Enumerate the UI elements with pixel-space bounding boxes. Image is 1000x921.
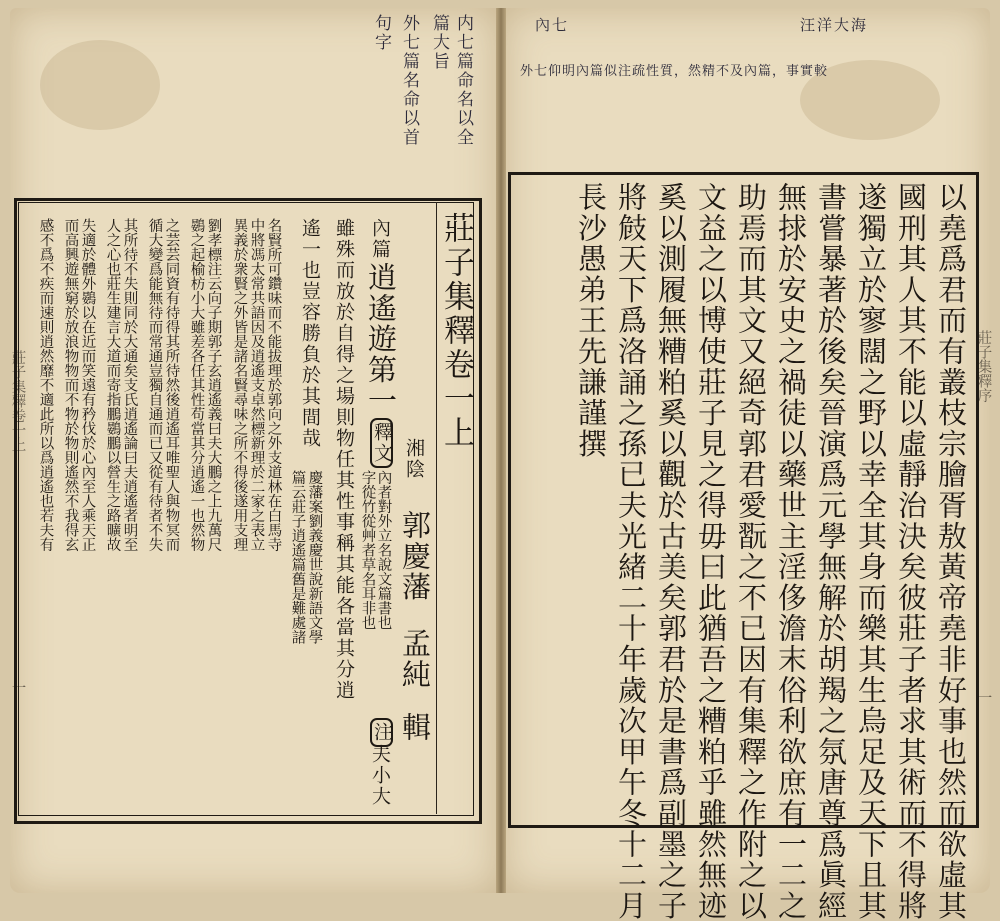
book-gutter [496,8,506,893]
handwritten-note: 内七篇命名以全 [453,14,473,147]
zhu-tag: 注 [370,718,393,747]
commentary-line: 人之心也莊生建言大道而寄指鵬鷃鵬以營生之路曠故 [104,218,121,552]
commentary-line: 其所待不失則同於大通矣支氏逍遙論曰夫逍遙者明至 [121,218,138,552]
handwritten-note: 篇大旨 [429,14,449,71]
page-number: 一 [9,680,26,695]
commentary-line: 而高興遊無窮於放浪物物而不物於物則遙然不我得玄 [62,218,79,552]
page-number: 一 [975,690,992,705]
shiwen-note: 內者對外立名說文篇書也 [375,470,392,630]
editor-name: 郭慶藩 [398,510,432,603]
handwritten-note: 外七篇名命以首 [399,14,419,147]
preface-line: 國刑其人其不能以虛靜治決矣彼莊子者求其術而不得將 [894,182,928,921]
handwritten-note: 外七仰明內篇似注疏性質，然精不及內篇，事實較 [520,64,829,79]
shiwen-note: 字從竹從艸者草名耳非也 [359,470,376,630]
chapter-title: 逍遙遊第一 [364,262,398,416]
commentary-line: 感不爲不疾而速則逍然靡不適此所以爲逍遙也若夫有 [37,218,54,552]
preface-line: 以堯爲君而有叢枝宗膾胥敖黃帝堯非好事也然而欲虛其 [934,182,968,921]
paper-stain [40,40,160,130]
main-text: 遙一也豈容勝負於其間哉 [299,218,321,449]
preface-line: 長沙愚弟王先謙謹撰 [574,182,608,460]
main-text: 雖殊而放於自得之場則物任其性事稱其能各當其分逍 [333,218,355,701]
commentary-line: 名賢所可鑽味而不能拔理於郭向之外支道林在白馬寺 [265,218,282,552]
handwritten-note: 汪洋大海 [800,16,869,34]
commentary-line: 篇云莊子逍遙篇舊是難處諸 [289,470,306,644]
spine-text: 莊子集釋卷一上 [9,350,26,452]
preface-line: 將㩻天下爲洛誦之孫已夫光緒二十年歲次甲午冬十二月 [614,182,648,921]
main-text: 夫小大 [369,744,391,807]
handwritten-note: 內七 [535,16,570,34]
shiwen-tag: 釋文 [370,418,393,468]
commentary-line: 慶藩案劉義慶世說新語文學 [306,470,323,644]
preface-line: 文益之以博使莊子見之得毋曰此猶吾之糟粕乎雖然無迹 [694,182,728,921]
commentary-line: 循大變爲能無待而常通豈獨自通而已又從有待者不失 [146,218,163,552]
preface-line: 奚以測履無糟粕奚以觀於古美矣郭君於是書爲副墨之子 [654,182,688,921]
preface-line: 無捄於安史之禍徒以藥世主淫侈澹末俗利欲庶有一二之 [774,182,808,921]
column-rule [436,202,437,814]
commentary-line: 之芸芸同資有待得其所待然後逍遙耳唯聖人與物冥而 [163,218,180,552]
commentary-line: 失適於體外鷃以在近而笑遠有矜伐於心內至人乘天正 [79,218,96,552]
category-label: 內篇 [369,218,391,260]
commentary-line: 中將馮太常共語因及逍遙支卓然標新理於二家之表立 [248,218,265,552]
editor-courtesy: 孟純 [398,628,432,690]
preface-line: 書嘗暴著於後矣晉演爲元學無解於胡羯之氛唐尊爲眞經 [814,182,848,921]
handwritten-note: 句字 [371,14,391,52]
commentary-line: 劉孝標注云向子期郭子玄逍遙義曰夫大鵬之上九萬尺 [205,218,222,552]
preface-line: 遂獨立於寥闊之野以幸全其身而樂其生烏足及天下且其 [854,182,888,921]
editor-place: 湘陰 [403,438,425,480]
commentary-line: 異義於衆賢之外皆是諸名賢尋味之所不得後遂用支理 [231,218,248,552]
spine-text: 莊子集釋序 [975,330,992,403]
editor-role: 輯 [398,712,432,743]
preface-line: 助焉而其文又絕奇郭君愛翫之不已因有集釋之作附之以 [734,182,768,921]
volume-title: 莊子集釋卷一上 [438,212,474,450]
commentary-line: 鷃之起榆枋小大雖差各任其性苟當其分逍遙一也然物 [188,218,205,552]
